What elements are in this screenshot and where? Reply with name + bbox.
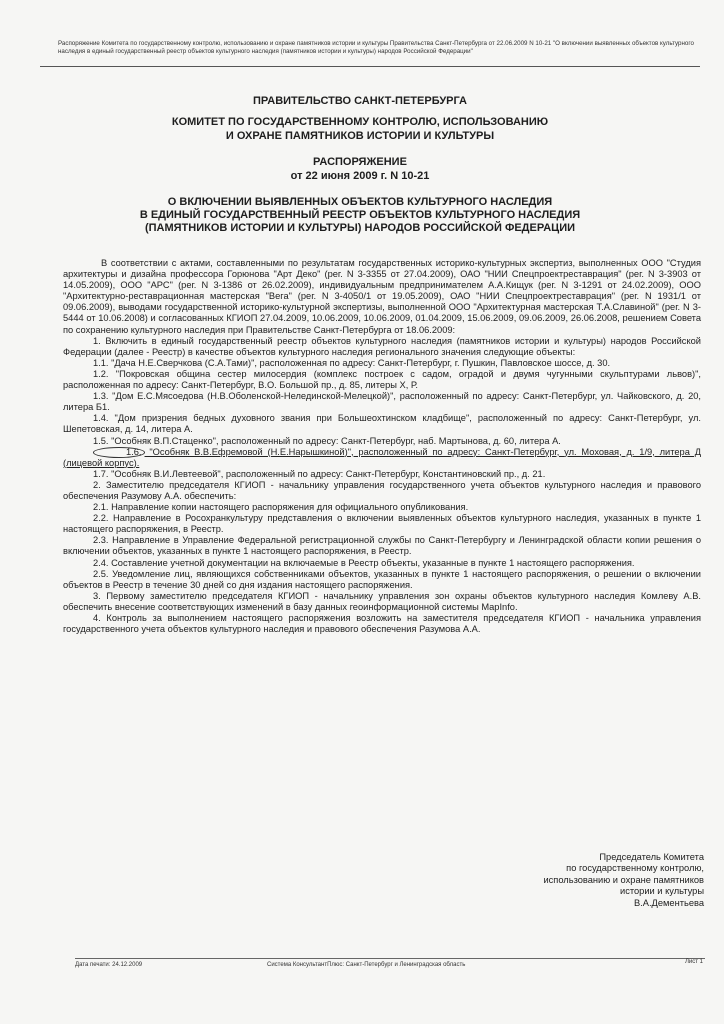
paragraph-2-4: 2.4. Составление учетной документации на включаемые в Реестр объекты, указанные в пункте 1 настоящего распоряжения. bbox=[93, 557, 635, 568]
paragraph-1-6 bbox=[63, 447, 701, 469]
order-date: от 22 июня 2009 г. N 10-21 bbox=[290, 169, 430, 182]
paragraph-2-5: 2.5. Уведомление лиц, являющихся собственниками объектов, указанных в пункте 1 настоящего распоряжения, о решении о включении объектов в Реестр в течение 30 дней со дня издания настоящего распоряжения. bbox=[63, 568, 701, 590]
underlined-item-text: "Особняк В.В.Ефремовой (Н.Е.Нарышкиной)", расположенный по адресу: Санкт-Петербург, ул. Моховая, д. 1/9, литера Д (лицевой корпус). bbox=[63, 446, 701, 468]
circled-item-number: 1.6. bbox=[93, 447, 145, 458]
committee-title-line2: И ОХРАНЕ ПАМЯТНИКОВ ИСТОРИИ И КУЛЬТУРЫ bbox=[225, 129, 495, 142]
signature-block bbox=[484, 852, 704, 909]
paragraph-2-1: 2.1. Направление копии настоящего распоряжения для официального опубликования. bbox=[93, 502, 469, 513]
paragraph-intro: В соответствии с актами, составленными по результатам государственных историко-культурных экспертиз, выполненных ООО "Студия архитектуры и дизайна профессора Горюнова "Арт Деко" (рег. N 3-3355 от 27.04.2009), ОАО "НИИ Спецпроектреставрация" (рег. N 3-3903 от 14.05.2009), ООО "АРС" (рег. N 3-1386 от 26.02.2009), индивидуальным предпринимателем А.А.Кищук (рег. N 3-1291 от 24.02.2009), ООО "Архитектурно-реставрационная мастерская "Вега" (рег. N 3-4050/1 от 19.05.2009), ОАО "НИИ Спецпроектреставрация" (рег. N 1931/1 от 09.06.2009), выводами государственной историко-культурной экспертизы, выполненной ООО "Архитектурная мастерская Т.А.Славиной" (рег. N 3-5444 от 10.06.2008) и согласованных КГИОП 27.04.2009, 10.06.2009, 10.06.2009, 01.04.2009, 15.06.2009, 09.06.2009, 26.06.2008, решением Совета по сохранению культурного наследия при Правительстве Санкт-Петербурга от 18.06.2009: bbox=[63, 258, 701, 335]
header-divider bbox=[40, 66, 700, 67]
paragraph-2: 2. Заместителю председателя КГИОП - начальнику управления государственного учета объектов культурного наследия и правового обеспечения Разумову А.А. обеспечить: bbox=[63, 479, 701, 501]
order-subject-line1: О ВКЛЮЧЕНИИ ВЫЯВЛЕННЫХ ОБЪЕКТОВ КУЛЬТУРНОГО НАСЛЕДИЯ bbox=[167, 196, 553, 208]
signatory-name: В.А.Дементьева bbox=[633, 897, 704, 908]
order-heading bbox=[60, 156, 660, 183]
paragraph-1-5: 1.5. "Особняк В.П.Стаценко", расположенный по адресу: Санкт-Петербург, наб. Мартынова, д. 60, литера А. bbox=[93, 435, 561, 446]
paragraph-1-3: 1.3. "Дом Е.С.Мясоедова (Н.В.Оболенской-Нелединской-Мелецкой)", расположенный по адресу: Санкт-Петербург, ул. Чайковского, д. 20, литера Б1. bbox=[63, 391, 701, 413]
paragraph-1-1: 1.1. "Дача Н.Е.Сверчкова (С.А.Тами)", расположенная по адресу: Санкт-Петербург, г. Пушкин, Павловское шоссе, д. 30. bbox=[93, 357, 611, 368]
order-subject-line3: (ПАМЯТНИКОВ ИСТОРИИ И КУЛЬТУРЫ) НАРОДОВ РОССИЙСКОЙ ФЕДЕРАЦИИ bbox=[144, 222, 576, 234]
signature-line2: по государственному контролю, bbox=[566, 863, 704, 874]
footer-system-name: Система КонсультантПлюс: Санкт-Петербург и Ленинградская область bbox=[267, 962, 466, 968]
committee-title bbox=[60, 116, 660, 143]
signature-line4: истории и культуры bbox=[620, 886, 704, 897]
page-footer bbox=[75, 959, 705, 978]
order-subject bbox=[60, 196, 660, 235]
order-body bbox=[63, 258, 701, 635]
paragraph-2-3: 2.3. Направление в Управление Федеральной регистрационной службы по Санкт-Петербургу и Ленинградской области копии решения о включении объектов, указанных в пункте 1 настоящего распоряжения, в Реестр. bbox=[63, 535, 701, 557]
paragraph-4: 4. Контроль за выполнением настоящего распоряжения возложить на заместителя председателя КГИОП - начальника управления государственного учета объектов культурного наследия и правового обеспечения Разумова А.А. bbox=[63, 613, 701, 635]
signature-line1: Председатель Комитета bbox=[599, 852, 704, 862]
paragraph-1-4: 1.4. "Дом призрения бедных духовного звания при Большеохтинском кладбище", расположенный по адресу: Санкт-Петербург, ул. Шепетовская, д. 14, литера А. bbox=[63, 413, 701, 435]
order-title: РАСПОРЯЖЕНИЕ bbox=[313, 156, 407, 168]
signature-line3: использованию и охране памятников bbox=[543, 874, 704, 885]
committee-title-line1: КОМИТЕТ ПО ГОСУДАРСТВЕННОМУ КОНТРОЛЮ, ИСПОЛЬЗОВАНИЮ bbox=[171, 116, 549, 128]
document-header-note: Распоряжение Комитета по государственному контролю, использованию и охране памятников истории и культуры Правительства Санкт-Петербурга от 22.06.2009 N 10-21 "О включении выявленных объектов культурного наследия в единый государственный реестр объектов культурного наследия (памятников истории и культуры) народов Российской Федерации" bbox=[58, 40, 694, 55]
paragraph-1-7: 1.7. "Особняк В.И.Левтеевой", расположенный по адресу: Санкт-Петербург, Константиновский пр., д. 21. bbox=[93, 468, 546, 479]
footer-page-number: Лист 1 bbox=[684, 959, 703, 965]
footer-divider bbox=[75, 958, 705, 959]
paragraph-1-2: 1.2. "Покровская община сестер милосердия (комплекс построек с садом, оградой и двумя чугунными скульптурами львов)", расположенная по адресу: Санкт-Петербург, В.О. Большой пр., д. 85, литеры Х, Р. bbox=[63, 368, 701, 391]
paragraph-1: 1. Включить в единый государственный реестр объектов культурного наследия (памятников истории и культуры) народов Российской Федерации (далее - Реестр) в качестве объектов культурного наследия регионального значения следующие объекты: bbox=[63, 335, 701, 357]
order-subject-line2: В ЕДИНЫЙ ГОСУДАРСТВЕННЫЙ РЕЕСТР ОБЪЕКТОВ КУЛЬТУРНОГО НАСЛЕДИЯ bbox=[139, 209, 581, 221]
paragraph-2-2: 2.2. Направление в Росохранкультуру представления о включении выявленных объектов культурного наследия, указанных в пункте 1 настоящего распоряжения, в Реестр. bbox=[63, 513, 701, 535]
footer-print-date: Дата печати: 24.12.2009 bbox=[75, 962, 143, 968]
government-title: ПРАВИТЕЛЬСТВО САНКТ-ПЕТЕРБУРГА bbox=[252, 95, 467, 107]
paragraph-3: 3. Первому заместителю председателя КГИОП - начальнику управления зон охраны объектов культурного наследия Комлеву А.В. обеспечить внесение соответствующих изменений в базу данных геоинформационной системы MapInfo. bbox=[63, 590, 701, 612]
